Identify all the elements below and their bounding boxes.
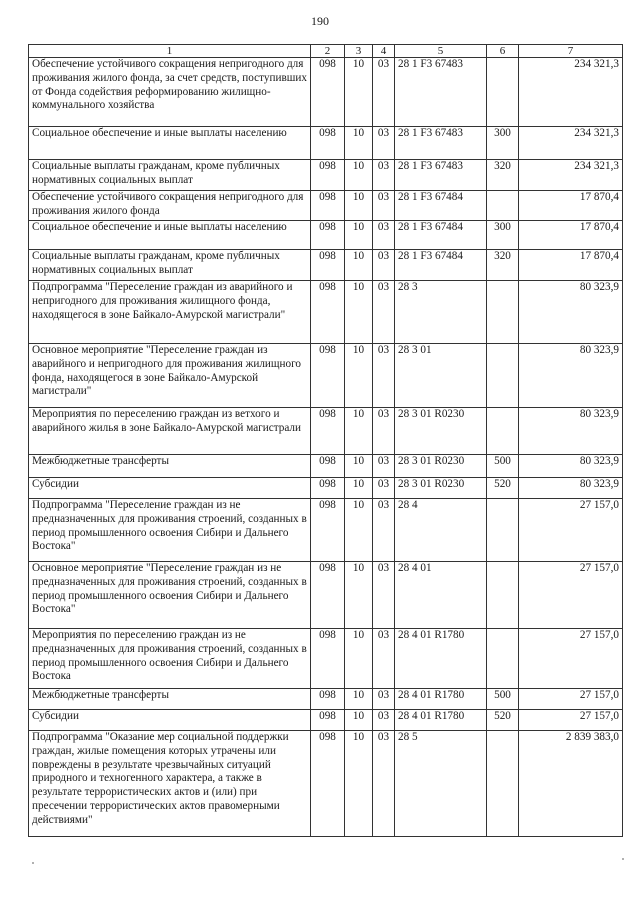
row-expense-type [487,408,519,455]
row-subsection: 03 [373,408,395,455]
row-expense-type [487,499,519,562]
row-name: Основное мероприятие "Переселение граждан из аварийного и непригодного для проживания жилищного фонда, находящегося в зоне Байкало-Амурской магистрали" [29,344,311,408]
table-row [29,455,623,478]
row-ministry-code: 098 [311,731,345,837]
row-name: Субсидии [29,710,311,731]
row-expense-type: 300 [487,127,519,160]
row-expense-type [487,731,519,837]
row-ministry-code: 098 [311,562,345,629]
row-section: 10 [345,478,373,499]
row-target-article: 28 4 01 R1780 [395,689,487,710]
row-ministry-code: 098 [311,127,345,160]
row-expense-type: 520 [487,478,519,499]
table-row [29,160,623,191]
row-subsection: 03 [373,499,395,562]
row-expense-type: 500 [487,455,519,478]
table-row [29,250,623,281]
row-ministry-code: 098 [311,499,345,562]
row-ministry-code: 098 [311,344,345,408]
table-row [29,58,623,127]
row-expense-type [487,191,519,221]
row-expense-type: 500 [487,689,519,710]
row-section: 10 [345,689,373,710]
scan-speck [32,862,34,864]
row-subsection: 03 [373,191,395,221]
row-name: Социальные выплаты гражданам, кроме публичных нормативных социальных выплат [29,160,311,191]
row-target-article: 28 3 01 R0230 [395,408,487,455]
row-target-article: 28 3 01 R0230 [395,455,487,478]
row-subsection: 03 [373,689,395,710]
table-row [29,689,623,710]
table-row [29,499,623,562]
row-target-article: 28 1 F3 67483 [395,58,487,127]
row-amount: 27 157,0 [519,710,623,731]
row-name: Мероприятия по переселению граждан из ветхого и аварийного жилья в зоне Байкало-Амурской магистрали [29,408,311,455]
row-section: 10 [345,160,373,191]
row-section: 10 [345,562,373,629]
row-target-article: 28 1 F3 67484 [395,221,487,250]
row-section: 10 [345,499,373,562]
row-ministry-code: 098 [311,710,345,731]
row-amount: 17 870,4 [519,191,623,221]
row-name: Подпрограмма "Переселение граждан из не предназначенных для проживания строений, созданных в период промышленного освоения Сибири и Дальнего Востока" [29,499,311,562]
row-target-article: 28 1 F3 67483 [395,127,487,160]
row-amount: 80 323,9 [519,344,623,408]
column-header-1: 1 [29,45,311,58]
column-header-2: 2 [311,45,345,58]
row-amount: 234 321,3 [519,160,623,191]
table-row [29,408,623,455]
row-ministry-code: 098 [311,160,345,191]
row-amount: 27 157,0 [519,689,623,710]
row-expense-type: 320 [487,160,519,191]
row-target-article: 28 1 F3 67483 [395,160,487,191]
table-row [29,221,623,250]
row-target-article: 28 5 [395,731,487,837]
row-target-article: 28 4 01 R1780 [395,629,487,689]
table-row [29,127,623,160]
row-subsection: 03 [373,731,395,837]
column-number-row [29,45,623,58]
row-amount: 80 323,9 [519,478,623,499]
row-expense-type [487,344,519,408]
row-name: Обеспечение устойчивого сокращения непригодного для проживания жилого фонда [29,191,311,221]
row-expense-type: 300 [487,221,519,250]
row-name: Подпрограмма "Оказание мер социальной поддержки граждан, жилые помещения которых утрачены или повреждены в результате чрезвычайных ситуаций природного и техногенного характера, а также в результате террористических актов и (или) при пресечении террористических актов правомерными действиями" [29,731,311,837]
row-expense-type [487,629,519,689]
row-amount: 234 321,3 [519,127,623,160]
table-row [29,281,623,344]
row-section: 10 [345,629,373,689]
row-ministry-code: 098 [311,478,345,499]
row-ministry-code: 098 [311,58,345,127]
row-ministry-code: 098 [311,191,345,221]
row-target-article: 28 4 01 [395,562,487,629]
table-row [29,562,623,629]
row-target-article: 28 1 F3 67484 [395,191,487,221]
table-row [29,478,623,499]
row-section: 10 [345,408,373,455]
row-name: Межбюджетные трансферты [29,689,311,710]
row-amount: 80 323,9 [519,281,623,344]
row-name: Подпрограмма "Переселение граждан из аварийного и непригодного для проживания жилищного фонда, находящегося в зоне Байкало-Амурской магистрали" [29,281,311,344]
row-section: 10 [345,191,373,221]
row-amount: 2 839 383,0 [519,731,623,837]
row-expense-type [487,58,519,127]
row-name: Социальные выплаты гражданам, кроме публичных нормативных социальных выплат [29,250,311,281]
row-ministry-code: 098 [311,221,345,250]
row-expense-type: 320 [487,250,519,281]
row-name: Субсидии [29,478,311,499]
row-subsection: 03 [373,58,395,127]
row-name: Мероприятия по переселению граждан из не предназначенных для проживания строений, созданных в период промышленного освоения Сибири и Дальнего Востока [29,629,311,689]
row-amount: 27 157,0 [519,629,623,689]
scan-speck [622,858,624,860]
row-expense-type [487,281,519,344]
row-amount: 27 157,0 [519,562,623,629]
column-header-4: 4 [373,45,395,58]
column-header-5: 5 [395,45,487,58]
row-expense-type: 520 [487,710,519,731]
row-section: 10 [345,58,373,127]
row-section: 10 [345,710,373,731]
row-section: 10 [345,281,373,344]
row-name: Межбюджетные трансферты [29,455,311,478]
row-name: Основное мероприятие "Переселение граждан из не предназначенных для проживания строений, созданных в период промышленного освоения Сибири и Дальнего Востока" [29,562,311,629]
row-ministry-code: 098 [311,250,345,281]
row-subsection: 03 [373,127,395,160]
row-subsection: 03 [373,160,395,191]
page-number: 190 [311,14,329,28]
row-ministry-code: 098 [311,281,345,344]
row-ministry-code: 098 [311,455,345,478]
row-name: Социальное обеспечение и иные выплаты населению [29,127,311,160]
row-subsection: 03 [373,455,395,478]
row-ministry-code: 098 [311,689,345,710]
row-section: 10 [345,344,373,408]
column-header-7: 7 [519,45,623,58]
row-section: 10 [345,455,373,478]
row-target-article: 28 1 F3 67484 [395,250,487,281]
row-subsection: 03 [373,710,395,731]
row-section: 10 [345,221,373,250]
row-target-article: 28 3 01 [395,344,487,408]
row-amount: 80 323,9 [519,408,623,455]
row-subsection: 03 [373,562,395,629]
row-section: 10 [345,731,373,837]
row-ministry-code: 098 [311,629,345,689]
row-target-article: 28 3 01 R0230 [395,478,487,499]
row-name: Социальное обеспечение и иные выплаты населению [29,221,311,250]
row-amount: 17 870,4 [519,221,623,250]
row-section: 10 [345,127,373,160]
table-row [29,731,623,837]
row-subsection: 03 [373,221,395,250]
row-amount: 234 321,3 [519,58,623,127]
column-header-6: 6 [487,45,519,58]
table-row [29,629,623,689]
row-subsection: 03 [373,281,395,344]
row-section: 10 [345,250,373,281]
table-row [29,710,623,731]
row-ministry-code: 098 [311,408,345,455]
row-target-article: 28 4 01 R1780 [395,710,487,731]
row-subsection: 03 [373,478,395,499]
row-subsection: 03 [373,344,395,408]
row-subsection: 03 [373,629,395,689]
row-amount: 80 323,9 [519,455,623,478]
row-subsection: 03 [373,250,395,281]
row-target-article: 28 3 [395,281,487,344]
column-header-3: 3 [345,45,373,58]
row-amount: 17 870,4 [519,250,623,281]
row-target-article: 28 4 [395,499,487,562]
table-row [29,344,623,408]
row-amount: 27 157,0 [519,499,623,562]
budget-table [28,44,623,837]
row-name: Обеспечение устойчивого сокращения непригодного для проживания жилого фонда, за счет средств, поступивших от Фонда содействия реформированию жилищно-коммунального хозяйства [29,58,311,127]
table-row [29,191,623,221]
row-expense-type [487,562,519,629]
